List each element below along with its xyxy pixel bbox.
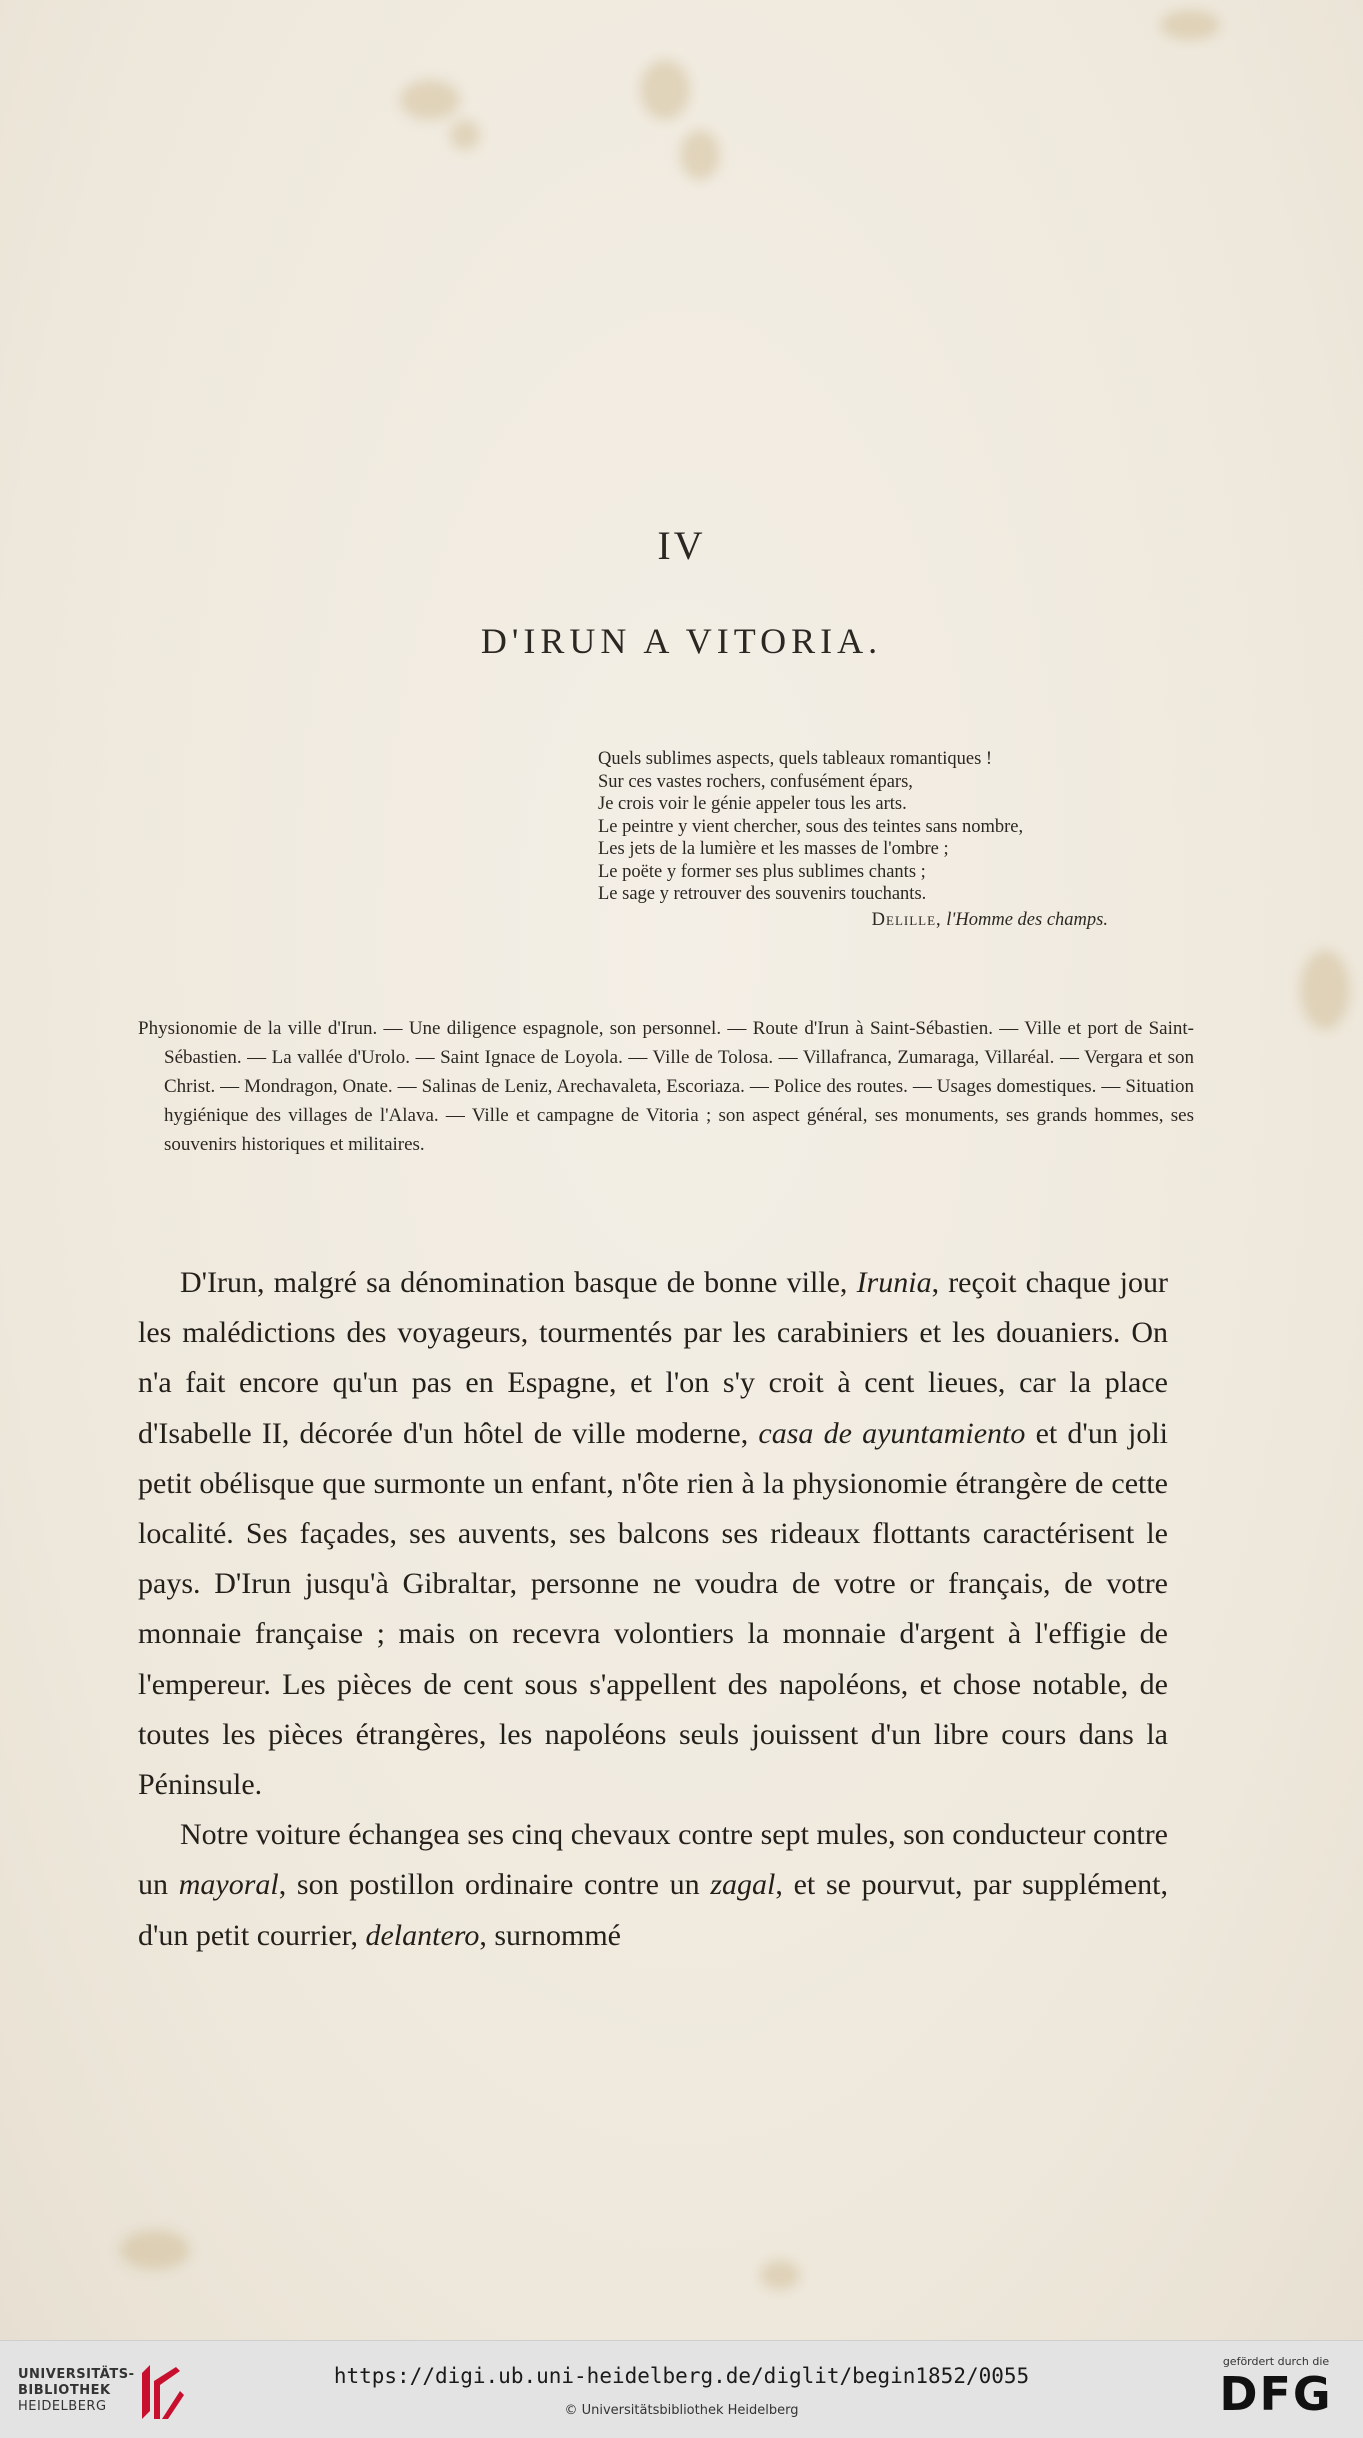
footer-bar [0, 2340, 1363, 2438]
italic-term: zagal [710, 1868, 776, 1902]
foxing-stain [640, 60, 690, 120]
epigraph-line: Le peintre y vient chercher, sous des teintes sans nombre, [598, 816, 1024, 837]
foxing-stain [120, 2230, 190, 2270]
foxing-stain [760, 2260, 800, 2290]
text-run: , et se pourvut, par supplément, d'un petit courrier, [138, 1868, 1168, 1952]
epigraph-line: Quels sublimes aspects, quels tableaux romantiques ! [598, 749, 993, 769]
italic-term: delantero [365, 1918, 480, 1952]
foxing-stain [400, 80, 460, 120]
foxing-stain [450, 120, 480, 150]
text-run: , reçoit chaque jour les malédictions des voyageurs, tourmentés par les carabiniers et les douaniers. On n'a fait encore qu'un pas en Espagne, et l'on s'y croit à cent lieues, car la place d'Isabelle II, décorée d'un hôtel de ville moderne, [138, 1266, 1168, 1450]
italic-term: casa de ayuntamiento [758, 1416, 1026, 1450]
foxing-stain [1300, 950, 1350, 1030]
foxing-stain [680, 130, 720, 180]
epigraph-line: Sur ces vastes rochers, confusément épars, [598, 771, 913, 792]
chapter-summary: Physionomie de la ville d'Irun. — Une diligence espagnole, son personnel. — Route d'Irun à Saint-Sébastien. — Ville et port de Saint-Sébastien. — La vallée d'Urolo. — Saint Ignace de Loyola. — Ville de Tolosa. — Villafranca, Zumaraga, Villaréal. — Vergara et son Christ. — Mondragon, Onate. — Salinas de Leniz, Arechavaleta, Escoriaza. — Police des routes. — Usages domestiques. — Situation hygiénique des villages de l'Alava. — Ville et campagne de Vitoria ; son aspect général, ses monuments, ses grands hommes, ses souvenirs historiques et militaires. [138, 1018, 1194, 1155]
body-text [138, 1258, 1168, 1961]
text-run: et d'un joli petit obélisque que surmonte un enfant, n'ôte rien à la physionomie étrangère de cette localité. Ses façades, ses auvents, ses balcons ses rideaux flottants caractérisent le pays. D'Irun jusqu'à Gibraltar, personne ne voudra de votre or français, de votre monnaie française ; mais on recevra volontiers la monnaie d'argent à l'effigie de l'empereur. Les pièces de cent sous s'appellent des napoléons, et chose notable, de toutes les pièces étrangères, les napoléons seuls jouissent d'un libre cours dans la Péninsule. [138, 1416, 1169, 1802]
epigraph-line: Le sage y retrouver des souvenirs touchants. [598, 884, 927, 904]
italic-term: mayoral [178, 1868, 279, 1902]
text-run: , surnommé [479, 1918, 621, 1952]
text-run: D'Irun, malgré sa dénomination basque de bonne ville, [180, 1266, 857, 1299]
institution-line: HEIDELBERG [18, 2399, 107, 2414]
epigraph-attribution [598, 909, 1158, 932]
epigraph-line: Je crois voir le génie appeler tous les arts. [598, 794, 907, 814]
foxing-stain [1160, 10, 1220, 40]
funding-caption: gefördert durch die [1222, 2355, 1330, 2368]
italic-term: Irunia [856, 1266, 932, 1299]
epigraph-line: Le poëte y former ses plus sublimes chants ; [598, 861, 926, 882]
copyright-notice: © Universitätsbibliothek Heidelberg [564, 2403, 799, 2418]
epigraph-author: Delille, [871, 909, 942, 930]
epigraph [598, 748, 1158, 931]
chapter-number: IV [657, 523, 706, 568]
epigraph-work: l'Homme des champs. [946, 909, 1108, 930]
paragraph [138, 1258, 1168, 1810]
permalink-url[interactable]: https://digi.ub.uni-heidelberg.de/diglit/begin1852/0055 [333, 2364, 1030, 2388]
paragraph [138, 1810, 1168, 1961]
dfg-logo[interactable] [1211, 2355, 1341, 2420]
chapter-title: D'IRUN A VITORIA. [480, 621, 883, 661]
text-run: Notre voiture échangea ses cinq chevaux contre sept mules, son conducteur contre un [138, 1818, 1168, 1902]
text-run: , son postillon ordinaire contre un [278, 1868, 711, 1902]
epigraph-line: Les jets de la lumière et les masses de l'ombre ; [598, 839, 949, 859]
dfg-wordmark: DFG [1219, 2367, 1333, 2421]
institution-line: BIBLIOTHEK [18, 2383, 111, 2398]
institution-line: UNIVERSITÄTS- [18, 2367, 135, 2382]
